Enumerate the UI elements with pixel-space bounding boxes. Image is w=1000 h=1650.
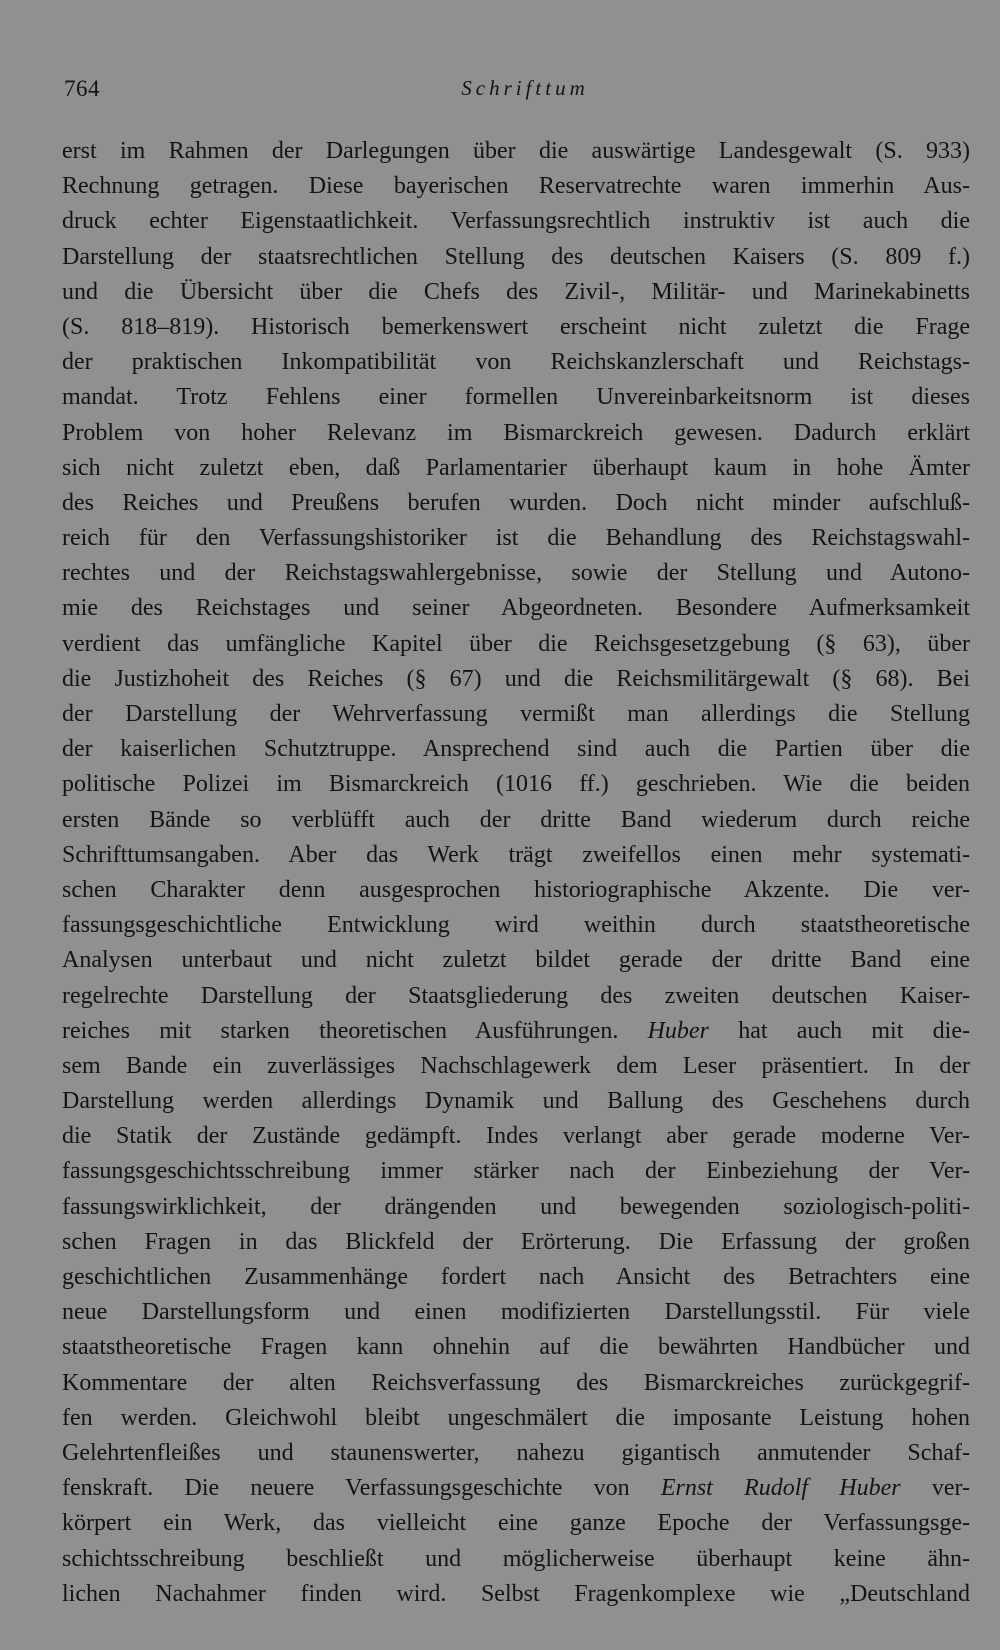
text-segment: Analysen unterbaut und nicht zuletzt bildet gerade der dritte Band eine	[62, 947, 970, 974]
text-line	[62, 1225, 970, 1260]
text-segment: reich für den Verfassungshistoriker ist die Behandlung des Reichstagswahl-	[62, 525, 970, 552]
text-line	[62, 310, 970, 345]
text-line	[62, 1084, 970, 1119]
text-segment: schichtsschreibung beschließt und möglicherweise überhaupt keine ähn-	[62, 1545, 970, 1572]
text-segment: körpert ein Werk, das vielleicht eine ganze Epoche der Verfassungsge-	[62, 1510, 970, 1537]
text-line	[62, 591, 970, 626]
text-segment: neue Darstellungsform und einen modifizierten Darstellungsstil. Für viele	[62, 1299, 970, 1326]
text-segment: staatstheoretische Fragen kann ohnehin auf die bewährten Handbücher und	[62, 1334, 970, 1361]
body-text	[62, 134, 970, 1612]
text-line	[62, 662, 970, 697]
text-segment: politische Polizei im Bismarckreich (1016 ff.) geschrieben. Wie die beiden	[62, 771, 970, 798]
text-segment: der kaiserlichen Schutztruppe. Ansprechend sind auch die Partien über die	[62, 736, 970, 763]
italic-name: Ernst Rudolf Huber	[660, 1475, 901, 1502]
text-line	[62, 451, 970, 486]
text-line	[62, 1154, 970, 1189]
text-line	[62, 838, 970, 873]
text-segment: Gelehrtenfleißes und staunenswerter, nahezu gigantisch anmutender Schaf-	[62, 1439, 970, 1466]
text-line	[62, 943, 970, 978]
text-segment: mie des Reichstages und seiner Abgeordneten. Besondere Aufmerksamkeit	[62, 595, 970, 622]
text-segment: lichen Nachahmer finden wird. Selbst Fragenkomplexe wie „Deutschland	[62, 1580, 970, 1607]
text-segment: fen werden. Gleichwohl bleibt ungeschmälert die imposante Leistung hohen	[62, 1404, 970, 1431]
text-line	[62, 1542, 970, 1577]
text-segment: ver-	[900, 1475, 971, 1502]
text-line	[62, 627, 970, 662]
text-segment: erst im Rahmen der Darlegungen über die auswärtige Landesgewalt (S. 933)	[62, 138, 970, 164]
italic-name: Huber	[647, 1017, 709, 1044]
text-segment: reiches mit starken theoretischen Ausführungen.	[62, 1017, 648, 1044]
text-line	[62, 1401, 970, 1436]
text-segment: Problem von hoher Relevanz im Bismarckreich gewesen. Dadurch erklärt	[62, 419, 970, 446]
text-segment: schen Charakter denn ausgesprochen historiographische Akzente. Die ver-	[62, 876, 970, 903]
text-segment: Rechnung getragen. Diese bayerischen Reservatrechte waren immerhin Aus-	[62, 173, 970, 200]
page-number: 764	[64, 76, 100, 101]
text-segment: (S. 818–819). Historisch bemerkenswert erscheint nicht zuletzt die Frage	[62, 313, 970, 340]
text-segment: die Justizhoheit des Reiches (§ 67) und die Reichsmilitärgewalt (§ 68). Bei	[62, 665, 970, 692]
text-line	[62, 1295, 970, 1330]
text-segment: sich nicht zuletzt eben, daß Parlamentarier überhaupt kaum in hohe Ämter	[62, 454, 970, 481]
text-segment: der Darstellung der Wehrverfassung vermißt man allerdings die Stellung	[62, 701, 970, 727]
text-line	[62, 556, 970, 591]
text-line	[62, 416, 970, 451]
text-segment: hat auch mit die-	[708, 1017, 970, 1044]
text-line	[62, 521, 970, 556]
text-segment: mandat. Trotz Fehlens einer formellen Unvereinbarkeitsnorm ist dieses	[62, 384, 970, 411]
text-line	[62, 380, 970, 415]
text-segment: sem Bande ein zuverlässiges Nachschlagewerk dem Leser präsentiert. In der	[62, 1052, 970, 1079]
text-line	[62, 1506, 970, 1541]
text-line	[62, 873, 970, 908]
text-segment: fassungsgeschichtsschreibung immer stärker nach der Einbeziehung der Ver-	[62, 1158, 970, 1185]
running-header	[64, 76, 966, 106]
text-line	[62, 169, 970, 204]
text-segment: Schrifttumsangaben. Aber das Werk trägt zweifellos einen mehr systemati-	[62, 841, 970, 868]
text-line	[62, 1577, 970, 1612]
text-segment: und die Übersicht über die Chefs des Zivil-, Militär- und Marinekabinetts	[62, 278, 970, 305]
text-segment: des Reiches und Preußens berufen wurden. Doch nicht minder aufschluß-	[62, 489, 970, 516]
text-segment: fassungsgeschichtliche Entwicklung wird weithin durch staatstheoretische	[62, 912, 970, 939]
text-segment: Darstellung der staatsrechtlichen Stellung des deutschen Kaisers (S. 809 f.)	[62, 243, 970, 270]
text-line	[62, 240, 970, 275]
text-line	[62, 1260, 970, 1295]
text-segment: der praktischen Inkompatibilität von Reichskanzlerschaft und Reichstags-	[62, 349, 970, 376]
text-segment: regelrechte Darstellung der Staatsgliederung des zweiten deutschen Kaiser-	[62, 982, 970, 1009]
text-line	[62, 486, 970, 521]
text-segment: geschichtlichen Zusammenhänge fordert nach Ansicht des Betrachters eine	[62, 1264, 970, 1290]
text-segment: die Statik der Zustände gedämpft. Indes verlangt aber gerade moderne Ver-	[62, 1123, 970, 1150]
text-line	[62, 767, 970, 802]
text-line	[62, 697, 970, 732]
text-line	[62, 345, 970, 380]
text-segment: fassungswirklichkeit, der drängenden und bewegenden soziologisch-politi-	[62, 1193, 970, 1220]
running-title: Schrifttum	[461, 76, 589, 100]
text-line	[62, 1330, 970, 1365]
text-line	[62, 803, 970, 838]
text-line	[62, 1190, 970, 1225]
text-segment: fenskraft. Die neuere Verfassungsgeschichte von	[62, 1475, 661, 1502]
text-line	[62, 732, 970, 767]
text-line	[62, 204, 970, 239]
text-segment: schen Fragen in das Blickfeld der Erörterung. Die Erfassung der großen	[62, 1228, 970, 1255]
text-segment: verdient das umfängliche Kapitel über die Reichsgesetzgebung (§ 63), über	[62, 630, 970, 657]
text-line	[62, 275, 970, 310]
text-segment: druck echter Eigenstaatlichkeit. Verfassungsrechtlich instruktiv ist auch die	[62, 208, 970, 235]
text-line	[62, 1119, 970, 1154]
text-segment: Darstellung werden allerdings Dynamik und Ballung des Geschehens durch	[62, 1088, 970, 1115]
text-line	[62, 979, 970, 1014]
text-segment: Kommentare der alten Reichsverfassung des Bismarckreiches zurückgegrif-	[62, 1369, 970, 1396]
text-line	[62, 134, 970, 169]
text-line	[62, 1366, 970, 1401]
text-line	[62, 908, 970, 943]
text-line	[62, 1049, 970, 1084]
text-segment: rechtes und der Reichstagswahlergebnisse, sowie der Stellung und Autono-	[62, 560, 970, 587]
text-line	[62, 1471, 970, 1506]
text-line	[62, 1436, 970, 1471]
text-line	[62, 1014, 970, 1049]
text-segment: ersten Bände so verblüfft auch der dritte Band wiederum durch reiche	[62, 806, 970, 833]
